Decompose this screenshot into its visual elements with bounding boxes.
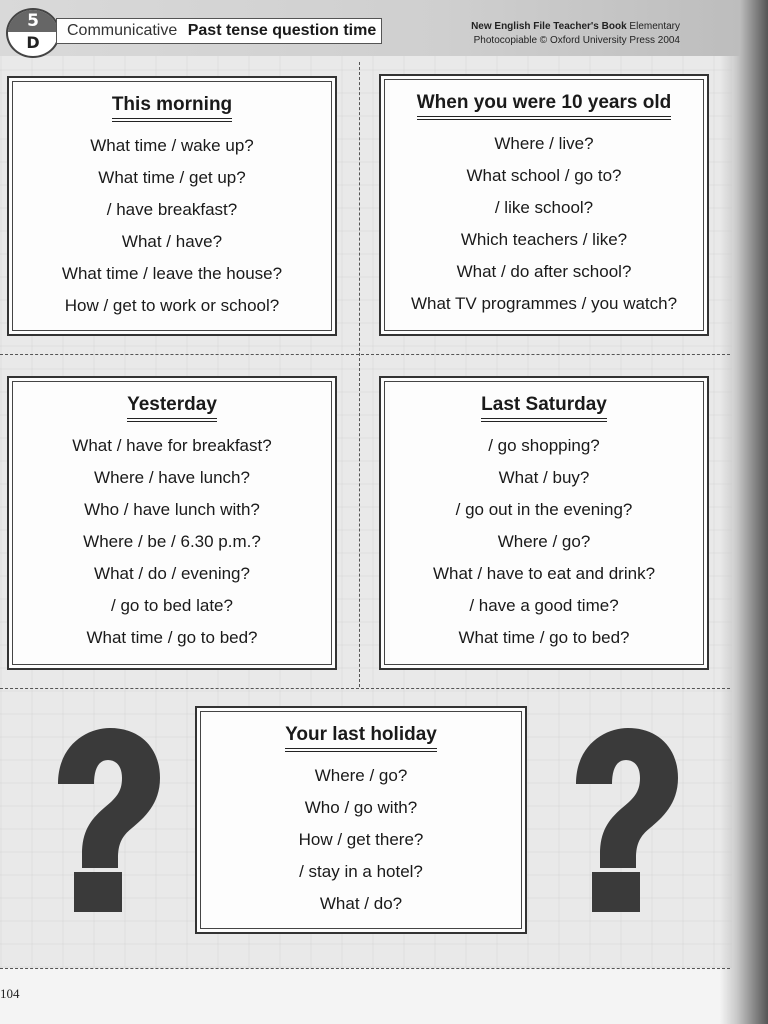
question-item: What TV programmes / you watch? bbox=[410, 294, 678, 313]
question-item: What / have to eat and drink? bbox=[432, 564, 656, 583]
question-card bbox=[195, 706, 527, 934]
lesson-title: Past tense question time bbox=[187, 22, 377, 39]
question-item: Who / have lunch with? bbox=[84, 500, 260, 519]
header-bar bbox=[0, 0, 740, 56]
question-list bbox=[9, 430, 335, 654]
lesson-title-box bbox=[56, 18, 382, 44]
publisher-info bbox=[471, 20, 680, 48]
question-item: Who / go with? bbox=[304, 798, 418, 817]
question-item: What time / leave the house? bbox=[61, 264, 283, 283]
unit-badge bbox=[6, 8, 60, 58]
cut-line-horizontal bbox=[0, 354, 730, 355]
card-title: Your last holiday bbox=[285, 724, 437, 752]
book-level: Elementary bbox=[629, 21, 680, 32]
question-list bbox=[381, 128, 707, 320]
question-item: / like school? bbox=[494, 198, 594, 217]
question-item: What / have for breakfast? bbox=[72, 436, 272, 455]
question-card bbox=[7, 76, 337, 336]
question-item: What time / get up? bbox=[98, 168, 246, 187]
question-item: / have a good time? bbox=[469, 596, 619, 615]
page-number: 104 bbox=[0, 986, 20, 1001]
card-title: When you were 10 years old bbox=[417, 92, 671, 120]
question-item: What time / go to bed? bbox=[458, 628, 630, 647]
question-list bbox=[9, 130, 335, 322]
question-item: What time / wake up? bbox=[90, 136, 254, 155]
question-item: Where / go? bbox=[497, 532, 591, 551]
lesson-category: Communicative bbox=[67, 22, 178, 39]
question-item: What / do / evening? bbox=[94, 564, 250, 583]
copyright-line: Photocopiable © Oxford University Press 2004 bbox=[473, 35, 680, 46]
cut-line-horizontal bbox=[0, 688, 730, 689]
question-item: Which teachers / like? bbox=[460, 230, 628, 249]
cut-line-vertical bbox=[359, 62, 360, 687]
question-list bbox=[197, 760, 525, 920]
question-list bbox=[381, 430, 707, 654]
question-item: Where / have lunch? bbox=[94, 468, 250, 487]
question-item: / go shopping? bbox=[488, 436, 600, 455]
question-item: What / do after school? bbox=[456, 262, 632, 281]
question-item: Where / go? bbox=[314, 766, 408, 785]
question-card bbox=[379, 376, 709, 670]
question-item: What / do? bbox=[319, 894, 403, 913]
question-mark-icon bbox=[566, 726, 686, 916]
question-item: / go to bed late? bbox=[111, 596, 233, 615]
unit-letter: D bbox=[26, 33, 40, 52]
card-title: Last Saturday bbox=[481, 394, 607, 422]
question-item: What time / go to bed? bbox=[86, 628, 258, 647]
book-title: New English File Teacher's Book bbox=[471, 21, 627, 32]
cut-line-horizontal bbox=[0, 968, 730, 969]
question-item: / have breakfast? bbox=[106, 200, 238, 219]
book-spine-shadow bbox=[720, 0, 768, 1024]
question-mark-icon bbox=[48, 726, 168, 916]
question-item: What / buy? bbox=[498, 468, 590, 487]
question-card bbox=[379, 74, 709, 336]
question-item: Where / be / 6.30 p.m.? bbox=[83, 532, 261, 551]
question-card bbox=[7, 376, 337, 670]
unit-number: 5 bbox=[8, 10, 58, 32]
question-item: How / get there? bbox=[298, 830, 424, 849]
question-item: How / get to work or school? bbox=[64, 296, 280, 315]
question-item: / go out in the evening? bbox=[455, 500, 633, 519]
question-item: Where / live? bbox=[494, 134, 594, 153]
card-title: This morning bbox=[112, 94, 232, 122]
card-title: Yesterday bbox=[127, 394, 217, 422]
question-item: What school / go to? bbox=[466, 166, 622, 185]
question-item: What / have? bbox=[121, 232, 223, 251]
question-item: / stay in a hotel? bbox=[299, 862, 423, 881]
